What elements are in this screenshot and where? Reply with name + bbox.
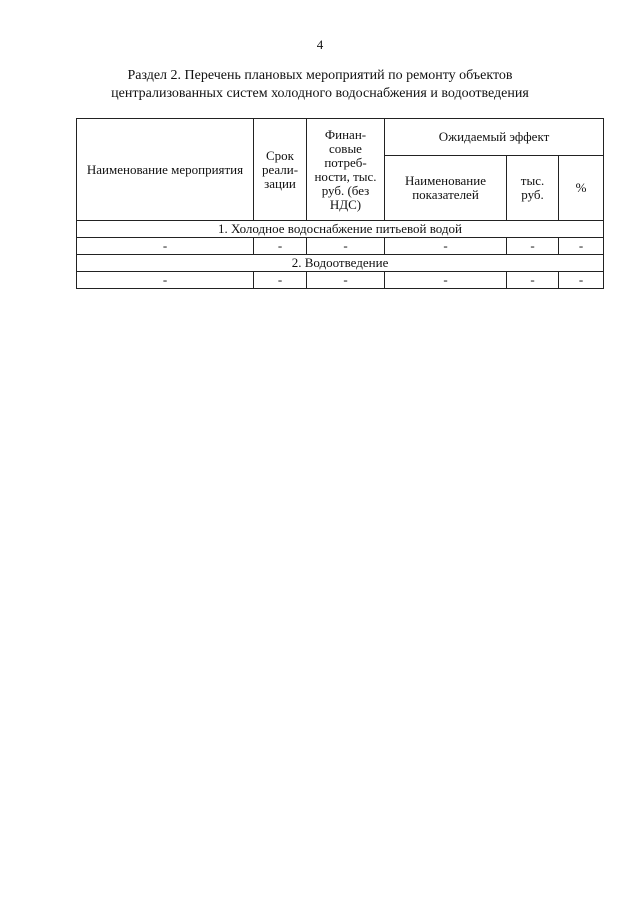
table-cell: - <box>385 272 507 289</box>
page-number: 4 <box>316 37 324 52</box>
section-title: 2. Водоотведение <box>77 255 604 272</box>
table-cell: - <box>77 238 254 255</box>
section-heading <box>60 67 580 103</box>
header-indicator: Наименование показателей <box>385 156 507 221</box>
section-row-cold-water <box>77 221 604 238</box>
table-cell: - <box>507 238 559 255</box>
header-effect: Ожидаемый эффект <box>385 119 604 156</box>
heading-line-2: централизованных систем холодного водоснабжения и водоотведения <box>111 86 529 101</box>
table-row <box>77 238 604 255</box>
table-cell: - <box>254 272 307 289</box>
header-percent: % <box>559 156 604 221</box>
table-cell: - <box>307 238 385 255</box>
section-title: 1. Холодное водоснабжение питьевой водой <box>77 221 604 238</box>
header-thousand-rub: тыс. руб. <box>507 156 559 221</box>
header-name: Наименование мероприятия <box>77 119 254 221</box>
table-cell: - <box>559 238 604 255</box>
table-row <box>77 272 604 289</box>
section-row-wastewater <box>77 255 604 272</box>
table-cell: - <box>254 238 307 255</box>
plan-table <box>76 118 604 289</box>
table-cell: - <box>507 272 559 289</box>
table-cell: - <box>77 272 254 289</box>
header-term: Срок реали-зации <box>254 119 307 221</box>
table-cell: - <box>559 272 604 289</box>
header-row-1 <box>77 119 604 156</box>
header-finance: Финан-совые потреб-ности, тыс. руб. (без НДС) <box>307 119 385 221</box>
table-cell: - <box>385 238 507 255</box>
heading-line-1: Раздел 2. Перечень плановых мероприятий по ремонту объектов <box>127 68 513 83</box>
table-cell: - <box>307 272 385 289</box>
